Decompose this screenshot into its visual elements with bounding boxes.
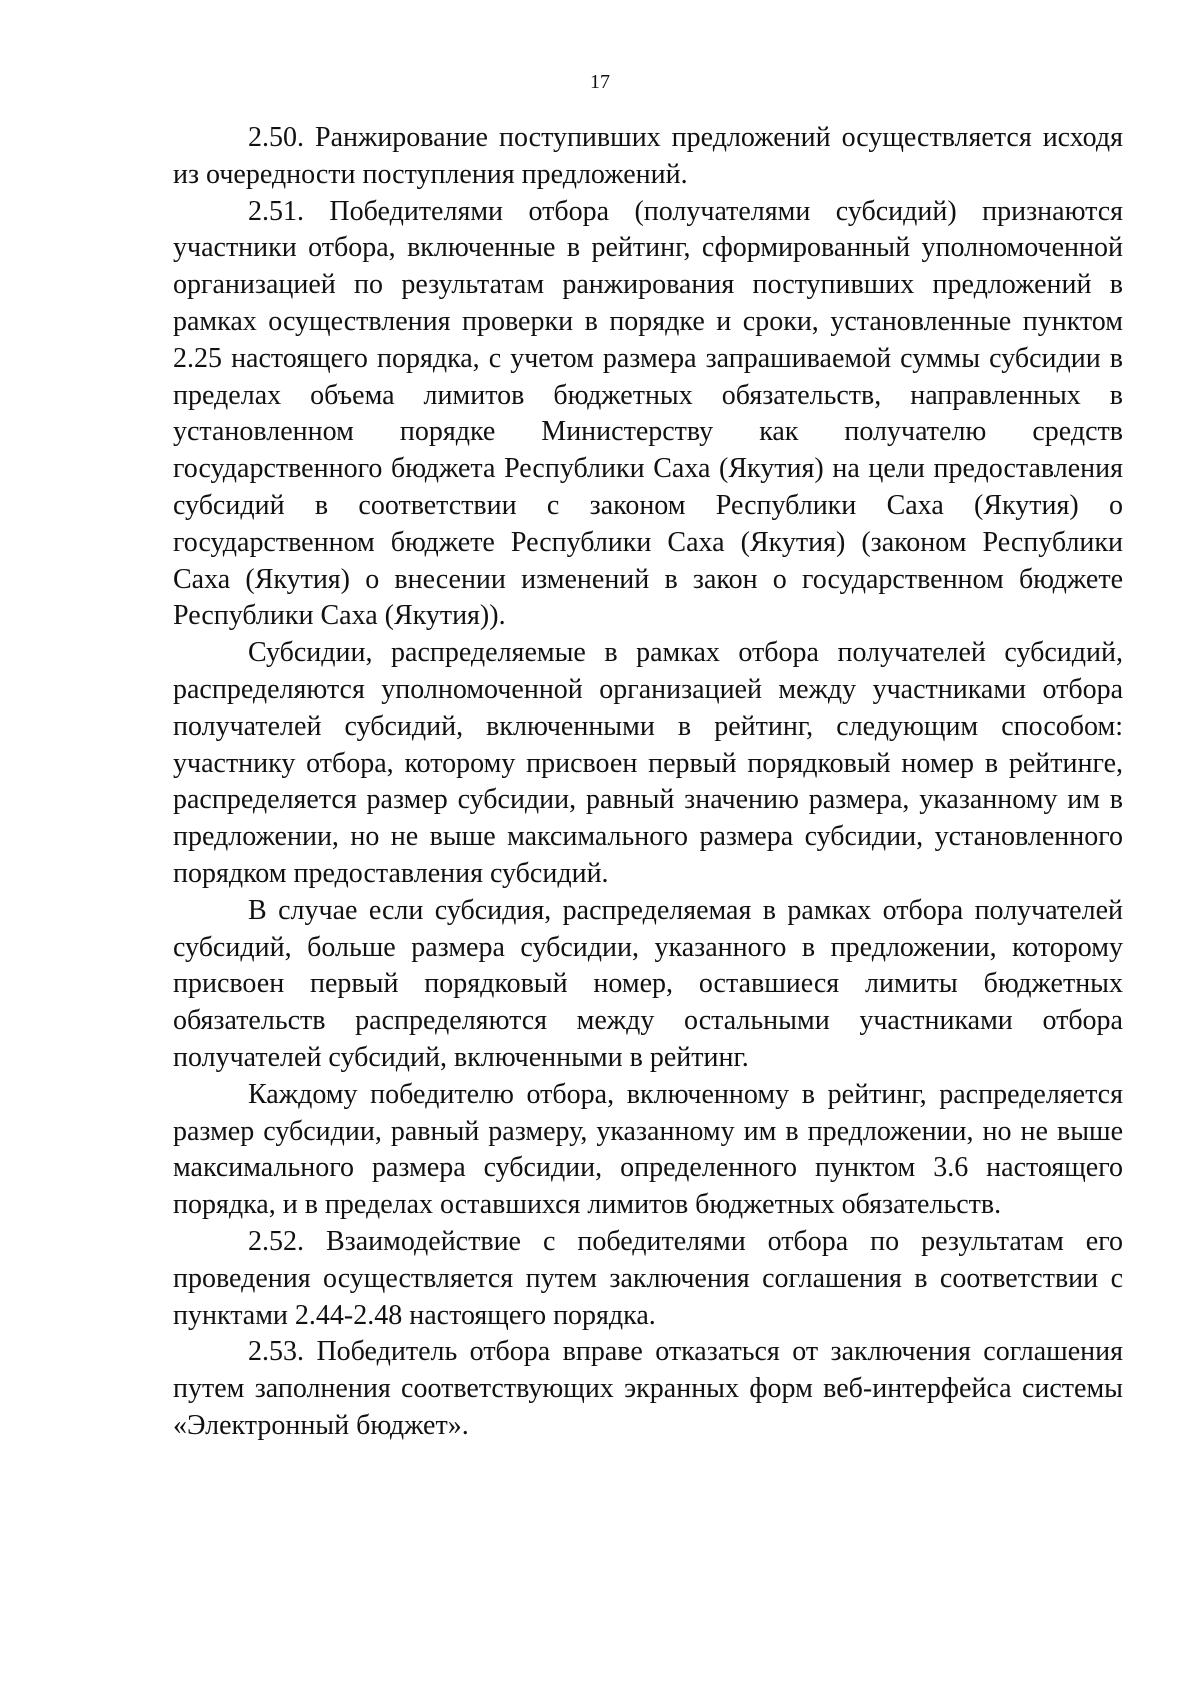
page-number: 17: [590, 71, 610, 93]
paragraph-remaining-limits: В случае если субсидия, распределяемая в рамках отбора получателей субсидий, больше размера субсидии, указанного в предложении, которому присвоен первый порядковый номер, оставшиеся лимиты бюджетных обязательств распределяются между остальными участниками отбора получателей субсидий, включенными в рейтинг.: [173, 894, 1123, 1073]
paragraph-2-53: 2.53. Победитель отбора вправе отказаться от заключения соглашения путем заполнения соответствующих экранных форм веб-интерфейса системы «Электронный бюджет».: [173, 1336, 1123, 1441]
paragraph-winner-allocation: Каждому победителю отбора, включенному в рейтинг, распределяется размер субсидии, равный размеру, указанному им в предложении, но не выше максимального размера субсидии, определенного пунктом 3.6 настоящего порядка, и в пределах оставшихся лимитов бюджетных обязательств.: [173, 1078, 1123, 1221]
paragraph-2-50: 2.50. Ранжирование поступивших предложений осуществляется исходя из очередности поступления предложений.: [173, 122, 1123, 190]
paragraph-subsidy-distribution: Субсидии, распределяемые в рамках отбора получателей субсидий, распределяются уполномоченной организацией между участниками отбора получателей субсидий, включенными в рейтинг, следующим способом: участнику отбора, которому присвоен первый порядковый номер в рейтинге, распределяется размер субсидии, равный значению размера, указанному им в предложении, но не выше максимального размера субсидии, установленного порядком предоставления субсидий.: [173, 637, 1123, 889]
document-body: [173, 120, 1123, 1445]
paragraph-2-52: 2.52. Взаимодействие с победителями отбора по результатам его проведения осуществляется путем заключения соглашения в соответствии с пунктами 2.44-2.48 настоящего порядка.: [173, 1225, 1123, 1331]
paragraph-2-51: 2.51. Победителями отбора (получателями субсидий) признаются участники отбора, включенные в рейтинг, сформированный уполномоченной организацией по результатам ранжирования поступивших предложений в рамках осуществления проверки в порядке и сроки, установленные пунктом 2.25 настоящего порядка, с учетом размера запрашиваемой суммы субсидии в пределах объема лимитов бюджетных обязательств, направленных в установленном порядке Министерству как получателю средств государственного бюджета Республики Саха (Якутия) на цели предоставления субсидий в соответствии с законом Республики Саха (Якутия) о государственном бюджете Республики Саха (Якутия) (законом Республики Саха (Якутия) о внесении изменений в закон о государственном бюджете Республики Саха (Якутия)).: [173, 195, 1123, 632]
